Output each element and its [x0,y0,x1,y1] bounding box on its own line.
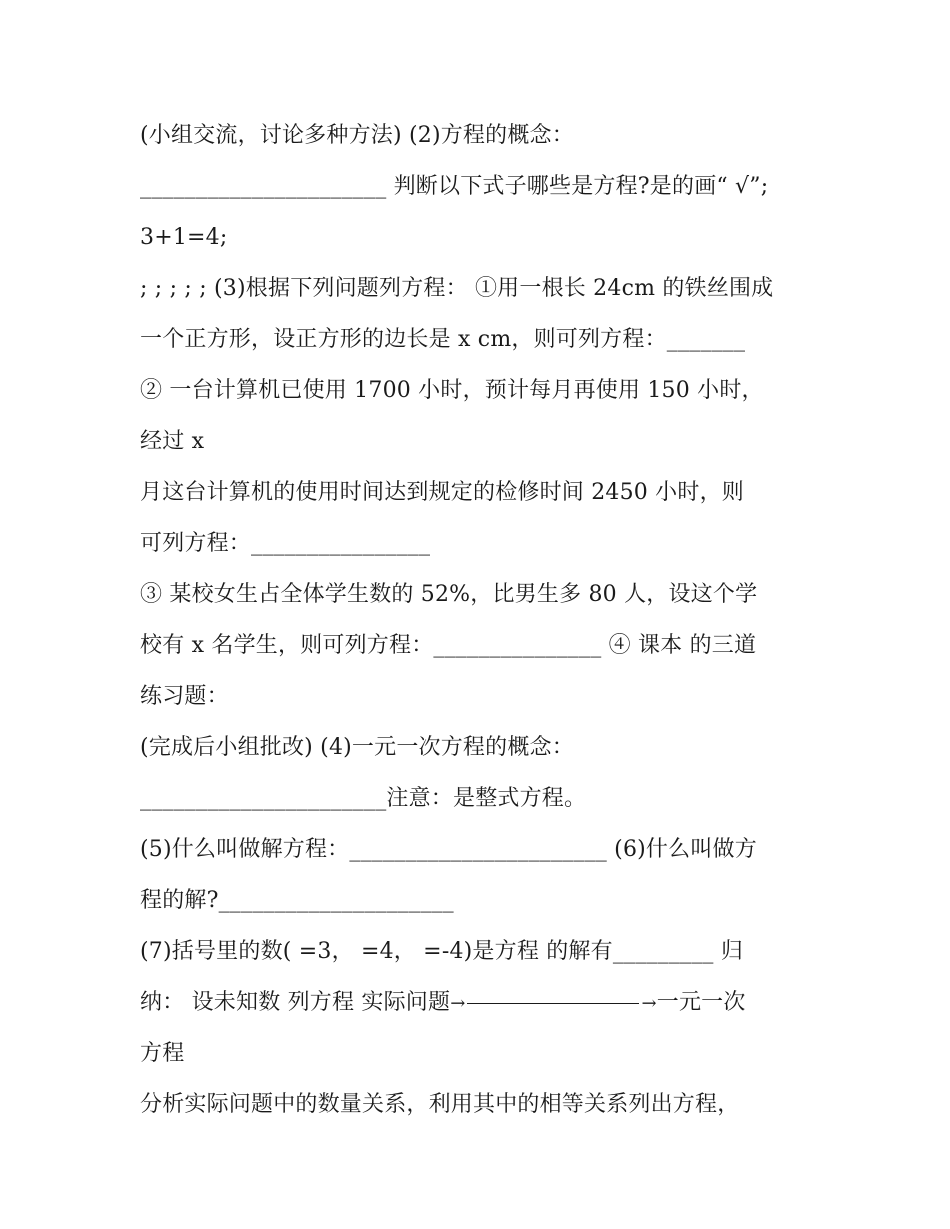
arrow-right-icon: → [450,993,466,1014]
text-line: (5)什么叫做解方程：_______________________ (6)什么叫做方 [140,837,757,862]
text-line: 校有 x 名学生，则可列方程：_______________ ④ 课本 的三道 [140,633,757,658]
text-line: ; ; ; ; ; (3)根据下列问题列方程： ①用一根长 24cm 的铁丝围成 [140,276,774,301]
text-line: 分析实际问题中的数量关系，利用其中的相等关系列出方程， [140,1092,740,1117]
text-line: ______________________ 判断以下式子哪些是方程?是的画“ √”; [140,174,769,199]
arrow-right-icon: → [641,993,657,1014]
text-line: (7)括号里的数( =3， =4， =-4)是方程 的解有_________ 归 [140,939,744,964]
document-page [140,110,820,1130]
text-line: (小组交流，讨论多种方法) (2)方程的概念： [140,123,574,148]
text-line: 练习题： [140,684,229,709]
text-line: ______________________注意：是整式方程。 [140,786,587,811]
summary-suffix: 一元一次 [656,990,746,1015]
summary-line [140,977,820,1028]
text-line: (完成后小组批改) (4)一元一次方程的概念： [140,735,574,760]
text-line: 经过 x [140,429,205,454]
text-line: ③ 某校女生占全体学生数的 52%，比男生多 80 人，设这个学 [140,582,758,607]
text-line: 一个正方形，设正方形的边长是 x cm，则可列方程：_______ [140,327,746,352]
text-line: 方程 [140,1041,185,1066]
text-line: 月这台计算机的使用时间达到规定的检修时间 2450 小时，则 [140,480,744,505]
text-line: 3+1=4; [140,225,228,250]
text-line: 程的解?_____________________ [140,888,454,913]
text-line: 可列方程：________________ [140,531,431,556]
fill-in-arrow-line [467,1003,639,1004]
text-line: ② 一台计算机已使用 1700 小时，预计每月再使用 150 小时， [140,378,764,403]
summary-prefix: 纳： 设未知数 列方程 实际问题 [140,990,451,1015]
